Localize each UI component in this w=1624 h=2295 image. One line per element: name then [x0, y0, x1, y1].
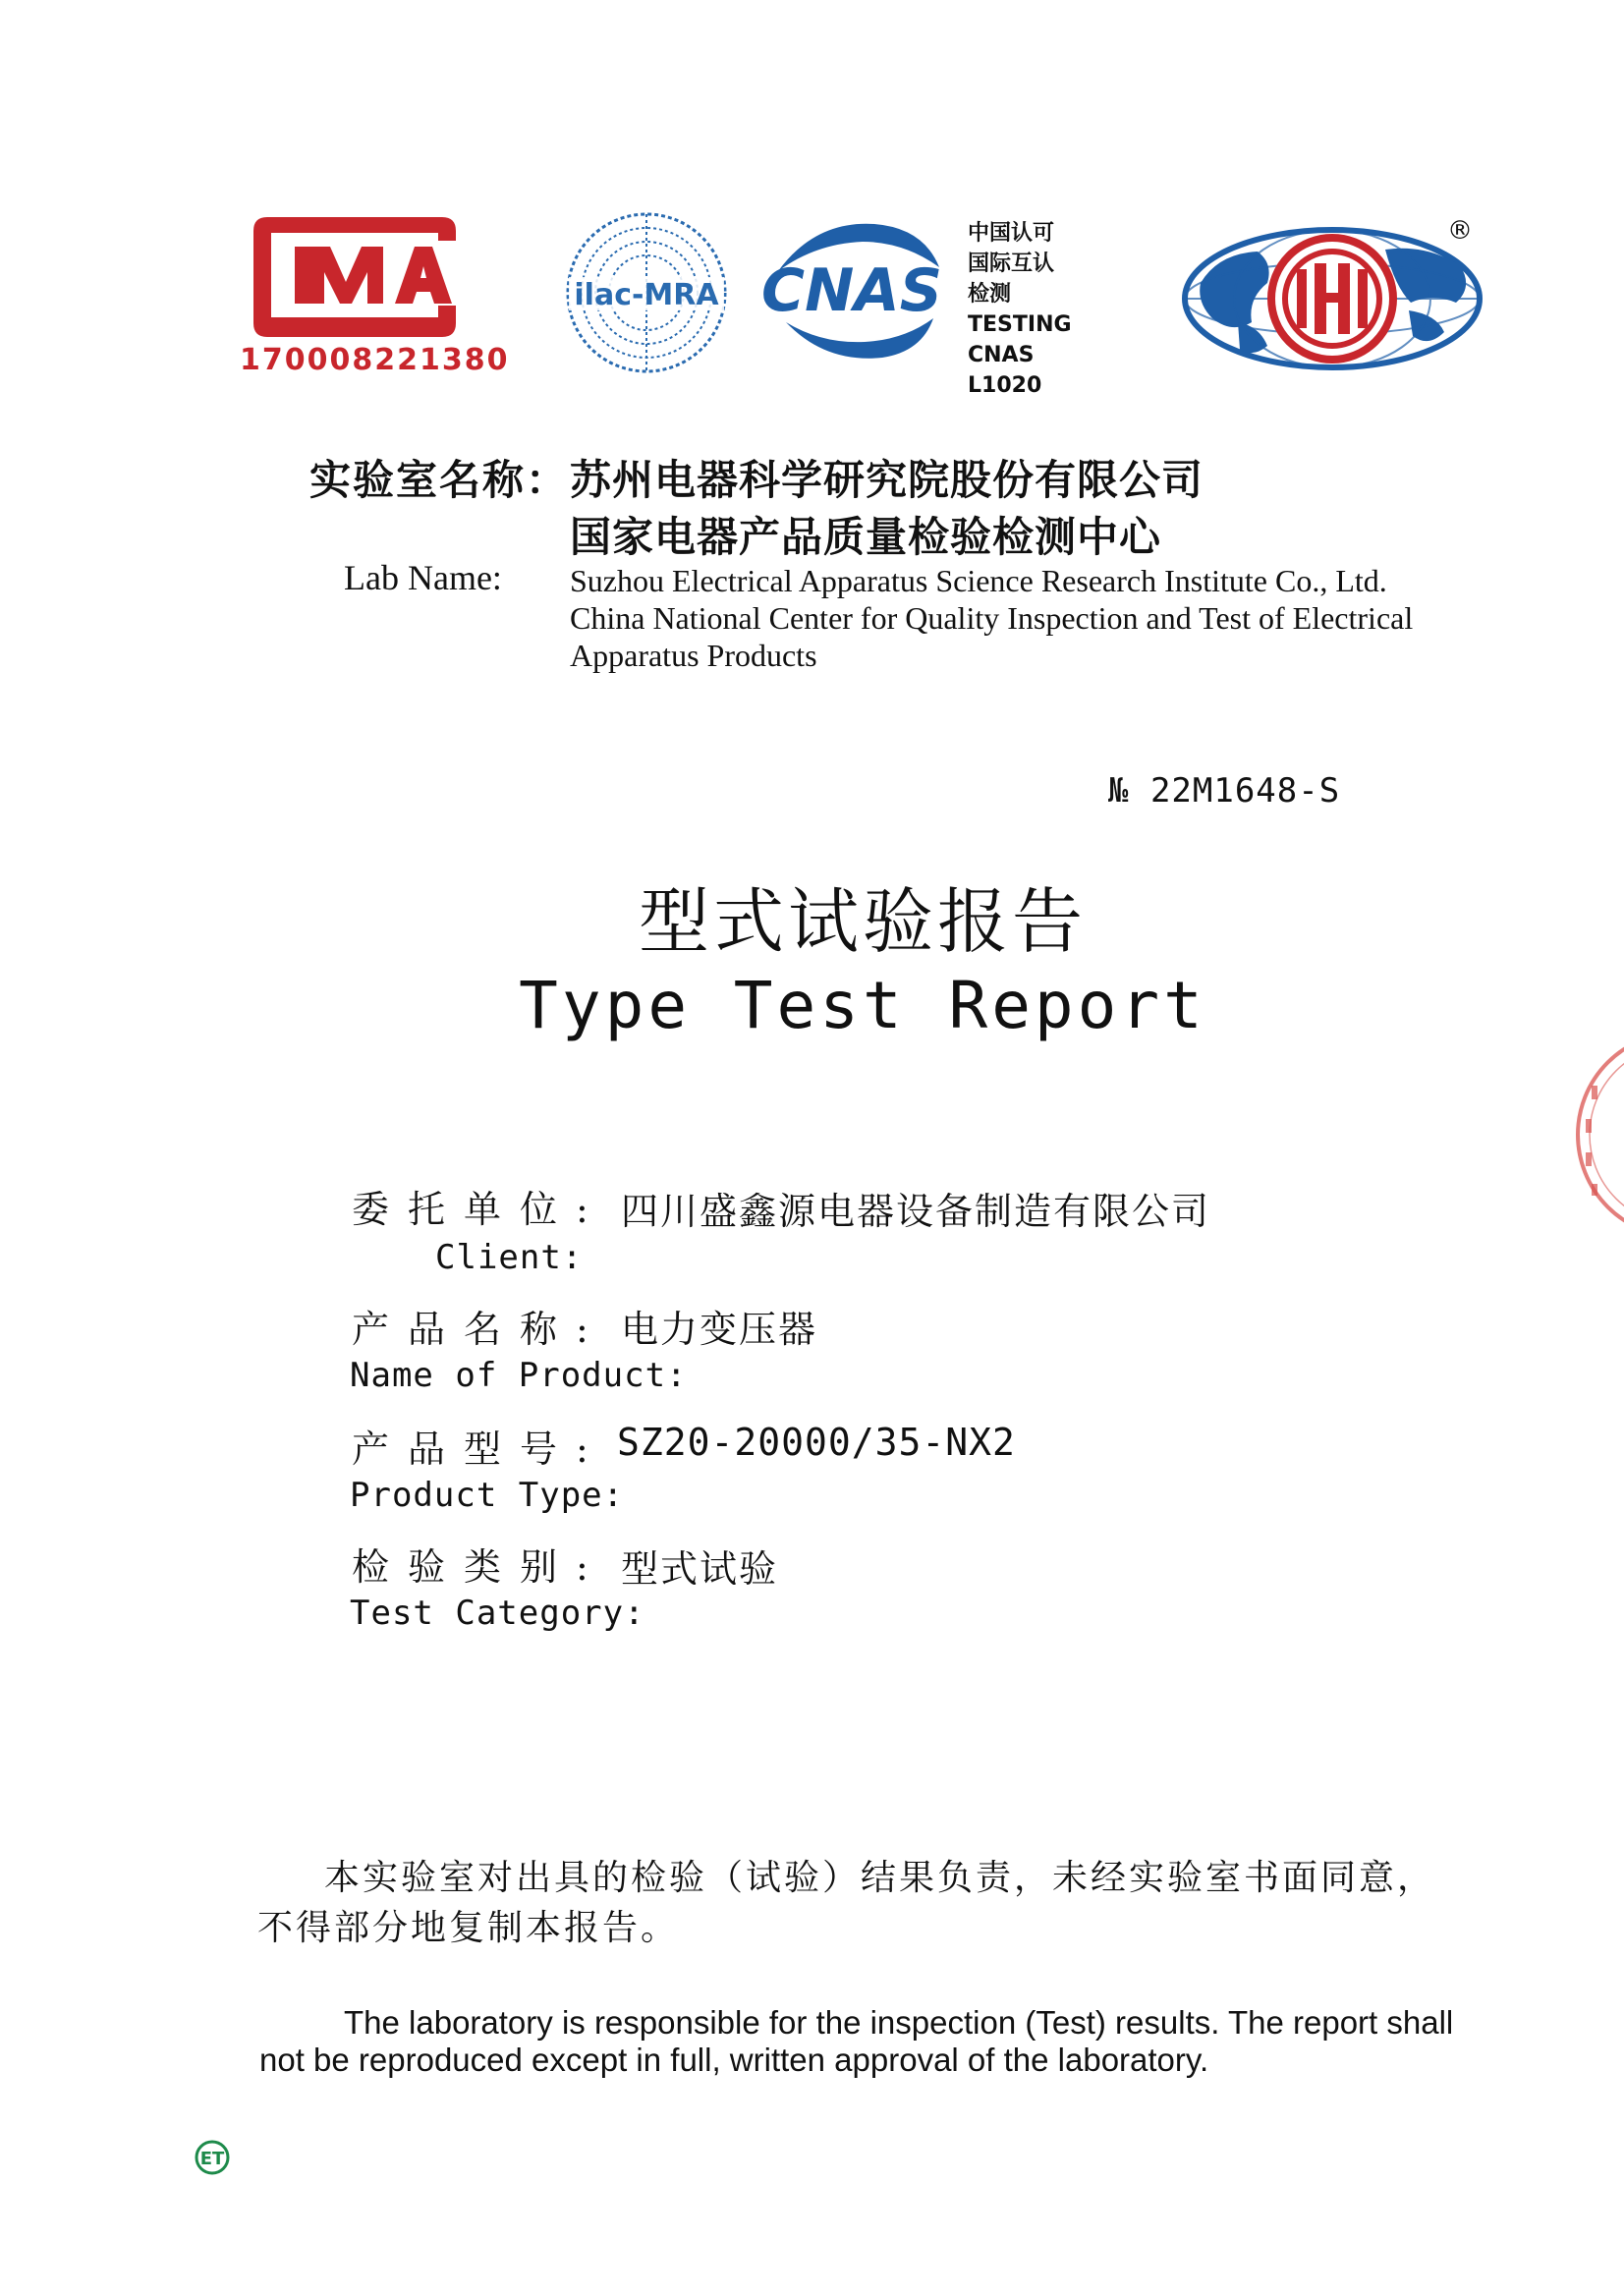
test-category-label-en: Test Category:: [350, 1594, 645, 1633]
lab-name-en-line-3: Apparatus Products: [570, 638, 817, 673]
lab-name-en-line-1: Suzhou Electrical Apparatus Science Research Institute Co., Ltd.: [570, 563, 1387, 598]
client-label-en: Client:: [435, 1238, 584, 1277]
product-name-value: 电力变压器: [621, 1308, 818, 1351]
lab-name-label-cn: 实验室名称：: [309, 456, 570, 504]
lab-name-cn-line-1: 苏州电器科学研究院股份有限公司: [570, 456, 1204, 504]
cnas-mark-icon: [756, 216, 948, 365]
lab-name-cn-line-2: 国家电器产品质量检验检测中心: [570, 513, 1162, 561]
svg-text:ilac-MRA: ilac-MRA: [574, 278, 719, 312]
cma-logo: [236, 211, 510, 378]
test-category-label-cn: 检验类别:: [352, 1545, 607, 1589]
cnas-line-4: TESTING: [968, 312, 1072, 337]
report-number: № 22M1648-S: [1108, 771, 1341, 811]
cnas-line-1: 中国认可: [968, 221, 1055, 246]
registered-mark: ®: [1447, 216, 1473, 246]
globe-icon: [1179, 224, 1485, 373]
seal-icon: [1572, 1027, 1624, 1243]
cnas-line-5: CNAS L1020: [968, 343, 1042, 398]
cma-number: 170008221380: [240, 343, 510, 377]
lab-name-label-en: Lab Name:: [344, 558, 502, 597]
client-label-cn: 委托单位:: [352, 1188, 607, 1231]
report-title-en: Type Test Report: [519, 968, 1206, 1043]
product-name-label-en: Name of Product:: [350, 1356, 688, 1395]
ilac-globe-icon: [563, 206, 730, 378]
disclaimer-cn-line-1: 本实验室对出具的检验（试验）结果负责，未经实验室书面同意，: [324, 1858, 1436, 1898]
cnas-line-3: 检测: [968, 282, 1012, 307]
cnas-accreditation-text: [968, 218, 1115, 401]
disclaimer-en-line-1: The laboratory is responsible for the inspection (Test) results. The report shall: [344, 2004, 1454, 2041]
client-value: 四川盛鑫源电器设备制造有限公司: [621, 1190, 1211, 1233]
disclaimer-cn-line-2: 不得部分地复制本报告。: [257, 1908, 680, 1948]
cqc-globe-logo: [1179, 224, 1485, 373]
report-title-cn: 型式试验报告: [638, 880, 1087, 963]
cnas-line-2: 国际互认: [968, 252, 1055, 276]
test-category-value: 型式试验: [621, 1547, 779, 1591]
cma-mark-icon: [236, 211, 474, 344]
et-mark: [193, 2138, 232, 2177]
svg-text:ET: ET: [199, 2149, 225, 2169]
et-circle-icon: [193, 2138, 232, 2177]
product-type-label-en: Product Type:: [350, 1476, 625, 1515]
product-type-label-cn: 产品型号:: [352, 1427, 607, 1471]
lab-name-en: [570, 562, 1484, 674]
cnas-logo: [756, 216, 948, 365]
product-name-label-cn: 产品名称:: [352, 1308, 607, 1351]
product-type-value: SZ20-20000/35-NX2: [617, 1421, 1016, 1464]
lab-name-en-line-2: China National Center for Quality Inspection and Test of Electrical: [570, 600, 1414, 636]
svg-text:CNAS: CNAS: [761, 256, 942, 325]
red-seal-stamp: [1572, 1027, 1624, 1243]
ilac-mra-logo: [563, 206, 730, 378]
disclaimer-en-line-2: not be reproduced except in full, written approval of the laboratory.: [259, 2042, 1209, 2078]
